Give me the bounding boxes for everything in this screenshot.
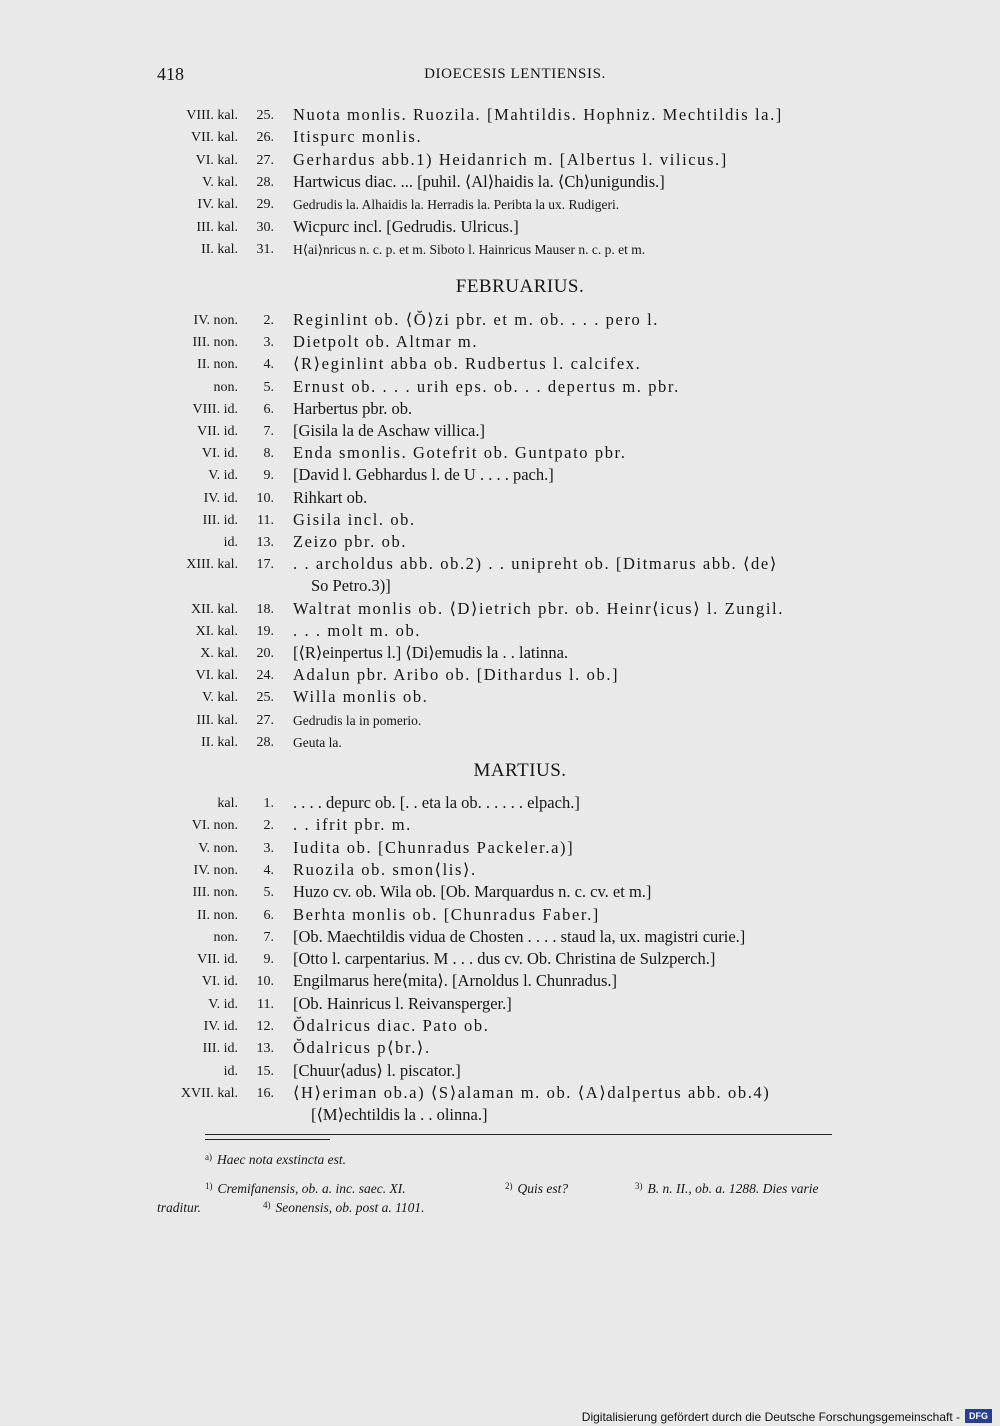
- entry-text: [Ob. Hainricus l. Reivansperger.]: [293, 993, 512, 1013]
- day-number: 5.: [263, 885, 274, 901]
- entry-text: Hartwicus diac. ... [puhil. ⟨Al⟩haidis la. ⟨Ch⟩unigundis.]: [293, 171, 665, 191]
- calendar-entry: [0, 399, 1000, 421]
- day-number: 8.: [263, 446, 274, 462]
- calendar-day: VII. kal.: [190, 130, 238, 146]
- calendar-day: XVII. kal.: [180, 1085, 238, 1101]
- february-heading: FEBRUARIUS.: [455, 276, 585, 297]
- calendar-day: V. id.: [208, 996, 238, 1012]
- calendar-entry: [0, 1016, 1000, 1038]
- entry-text: ⟨H⟩eriman ob.a) ⟨S⟩alaman m. ob. ⟨A⟩dalpertus abb. ob.4): [293, 1082, 771, 1102]
- calendar-day: III. non.: [192, 885, 238, 901]
- entry-text: Nuota monlis. Ruozila. [Mahtildis. Hophniz. Mechtildis la.]: [293, 105, 783, 124]
- calendar-day: VIII. kal.: [186, 108, 238, 123]
- footnote-rule-short: [205, 1139, 330, 1140]
- entry-text: Rihkart ob.: [293, 487, 368, 507]
- calendar-day: id.: [223, 535, 238, 550]
- calendar-day: V. non.: [198, 840, 238, 856]
- calendar-entry: [0, 105, 1000, 127]
- calendar-entry: [0, 994, 1000, 1016]
- entry-text: Ŏdalricus p⟨br.⟩.: [293, 1038, 431, 1058]
- calendar-day: V. kal.: [202, 690, 238, 706]
- calendar-day: IV. id.: [203, 1019, 238, 1034]
- calendar-entry: [0, 860, 1000, 882]
- day-number: 5.: [263, 379, 274, 395]
- entry-text: [Chuur⟨adus⟩ l. piscator.]: [293, 1060, 461, 1080]
- calendar-day: VI. id.: [201, 446, 238, 462]
- day-number: 2.: [263, 313, 274, 328]
- entry-text: . . . molt m. ob.: [293, 620, 422, 640]
- entry-text: Harbertus pbr. ob.: [293, 398, 413, 418]
- calendar-entry: [0, 1061, 1000, 1083]
- calendar-day: VI. non.: [191, 818, 238, 834]
- calendar-entry: [0, 838, 1000, 860]
- calendar-entry: [0, 710, 1000, 732]
- calendar-day: VIII. id.: [192, 401, 238, 417]
- day-number: 13.: [256, 1041, 274, 1057]
- calendar-entry: [0, 127, 1000, 149]
- calendar-entry: [0, 665, 1000, 687]
- calendar-day: II. non.: [197, 907, 238, 923]
- calendar-entry: [0, 310, 1000, 332]
- calendar-entry: [0, 905, 1000, 927]
- page-number: 418: [157, 64, 184, 84]
- calendar-day: III. kal.: [196, 219, 238, 235]
- calendar-entry: [0, 643, 1000, 665]
- footnote-3-continuation: traditur.: [157, 1200, 201, 1215]
- day-number: 6.: [263, 907, 274, 923]
- day-number: 4.: [263, 862, 274, 878]
- calendar-entry: [0, 532, 1000, 554]
- calendar-entry: [0, 599, 1000, 621]
- entry-text: Huzo cv. ob. Wila ob. [Ob. Marquardus n. c. cv. et m.]: [293, 882, 652, 902]
- entry-text: Ruozila ob. smon⟨lis⟩.: [293, 859, 477, 879]
- entry-text: Dietpolt ob. Altmar m.: [293, 332, 479, 352]
- entry-text: [⟨R⟩einpertus l.] ⟨Di⟩emudis la . . latinna.: [293, 643, 569, 662]
- entry-text: H⟨ai⟩nricus n. c. p. et m. Siboto l. Hainricus Mauser n. c. p. et m.: [293, 241, 646, 257]
- footnote-1: $^{1)}$ Cremifanensis, ob. a. inc. saec. XI.: [205, 1181, 406, 1196]
- calendar-entry: [0, 621, 1000, 643]
- calendar-day: III. id.: [202, 512, 238, 528]
- day-number: 19.: [256, 623, 274, 639]
- running-title: DIOECESIS LENTIENSIS.: [424, 66, 606, 82]
- calendar-entry: [0, 971, 1000, 993]
- day-number: 1.: [263, 796, 274, 811]
- day-number: 3.: [263, 840, 274, 856]
- calendar-entry: [0, 554, 1000, 576]
- calendar-day: II. kal.: [201, 241, 238, 257]
- entry-text: Reginlint ob. ⟨Ŏ⟩zi pbr. et m. ob. . . . pero l.: [293, 310, 660, 329]
- entry-text: Gisila incl. ob.: [293, 509, 416, 529]
- calendar-day: XIII. kal.: [186, 557, 238, 573]
- calendar-day: XI. kal.: [195, 623, 238, 639]
- calendar-day: IV. kal.: [197, 197, 238, 213]
- entry-text: Wicpurc incl. [Gedrudis. Ulricus.]: [293, 216, 519, 236]
- calendar-entry: [0, 882, 1000, 904]
- day-number: 24.: [256, 668, 274, 684]
- calendar-day: VII. id.: [197, 424, 238, 439]
- calendar-entry: [0, 150, 1000, 172]
- day-number: 7.: [263, 929, 274, 945]
- entry-text: Waltrat monlis ob. ⟨D⟩ietrich pbr. ob. Heinr⟨icus⟩ l. Zungil.: [293, 598, 784, 618]
- entry-text: Gedrudis la in pomerio.: [293, 712, 422, 728]
- day-number: 11.: [257, 512, 274, 528]
- day-number: 6.: [263, 401, 274, 417]
- entry-text: Willa monlis ob.: [293, 687, 429, 707]
- footnote-a: $^{a)}$ Haec nota exstincta est.: [205, 1152, 346, 1167]
- calendar-entry: [0, 354, 1000, 376]
- calendar-day: II. non.: [197, 357, 238, 373]
- day-number: 13.: [256, 535, 274, 550]
- entry-text: . . . . depurc ob. [. . eta la ob. . . . . . elpach.]: [293, 793, 580, 812]
- day-number: 18.: [256, 601, 274, 617]
- day-number: 7.: [263, 424, 274, 439]
- entry-text: Gerhardus abb.1) Heidanrich m. [Albertus l. vilicus.]: [293, 149, 728, 169]
- calendar-entry: [0, 793, 1000, 815]
- day-number: 3.: [263, 335, 274, 351]
- day-number: 28.: [256, 174, 274, 190]
- calendar-entry: [0, 1083, 1000, 1105]
- calendar-entry: [0, 815, 1000, 837]
- calendar-day: VII. id.: [197, 952, 238, 968]
- day-number: 16.: [256, 1085, 274, 1101]
- calendar-entry: [0, 732, 1000, 754]
- day-number: 2.: [263, 818, 274, 834]
- calendar-day: X. kal.: [200, 646, 238, 661]
- day-number: 10.: [256, 490, 274, 506]
- footnote-3: $^{3)}$ B. n. II., ob. a. 1288. Dies varie: [635, 1181, 819, 1196]
- entry-text: [Gisila la de Aschaw villica.]: [293, 421, 485, 440]
- entry-text: Iudita ob. [Chunradus Packeler.a)]: [293, 837, 575, 857]
- footnote-4: $^{4)}$ Seonensis, ob. post a. 1101.: [263, 1200, 425, 1215]
- entry-text: [⟨M⟩echtildis la . . olinna.]: [311, 1105, 488, 1125]
- footnote-rule: [205, 1134, 832, 1135]
- day-number: 20.: [256, 646, 274, 661]
- day-number: 29.: [256, 197, 274, 213]
- entry-text: Engilmarus here⟨mita⟩. [Arnoldus l. Chunradus.]: [293, 971, 618, 991]
- calendar-entry: [0, 217, 1000, 239]
- calendar-day: IV. non.: [193, 862, 238, 878]
- calendar-day: III. non.: [192, 335, 238, 351]
- calendar-entry: [0, 421, 1000, 443]
- entry-text: Ŏdalricus diac. Pato ob.: [293, 1016, 490, 1035]
- day-number: 28.: [256, 734, 274, 750]
- calendar-entry: [0, 377, 1000, 399]
- calendar-day: non.: [213, 929, 238, 945]
- dfg-logo: DFG: [965, 1409, 992, 1423]
- calendar-entry: [0, 488, 1000, 510]
- calendar-day: III. kal.: [196, 712, 238, 728]
- day-number: 31.: [256, 241, 274, 257]
- day-number: 12.: [256, 1019, 274, 1034]
- calendar-entry: [0, 443, 1000, 465]
- calendar-entry: [0, 1038, 1000, 1060]
- calendar-day: kal.: [217, 796, 238, 811]
- calendar-entry: [0, 949, 1000, 971]
- entry-text: Berhta monlis ob. [Chunradus Faber.]: [293, 904, 600, 924]
- entry-text: [David l. Gebhardus l. de U . . . . pach.]: [293, 465, 554, 485]
- entry-text: Itispurc monlis.: [293, 127, 423, 147]
- funding-credit: Digitalisierung gefördert durch die Deutsche Forschungsgemeinschaft -: [581, 1410, 960, 1424]
- digitization-footer: [0, 1408, 1000, 1426]
- entry-text: [Ob. Maechtildis vidua de Chosten . . . . staud la, ux. magistri curie.]: [293, 926, 746, 946]
- day-number: 9.: [263, 468, 274, 484]
- day-number: 15.: [256, 1063, 274, 1079]
- calendar-day: non.: [213, 379, 238, 395]
- day-number: 11.: [257, 996, 274, 1012]
- day-number: 9.: [263, 952, 274, 968]
- footnote-2: $^{2)}$ Quis est?: [505, 1181, 569, 1196]
- day-number: 25.: [256, 690, 274, 706]
- calendar-entry: [0, 510, 1000, 532]
- calendar-day: IV. id.: [203, 490, 238, 506]
- calendar-day: IV. non.: [193, 313, 238, 328]
- day-number: 26.: [256, 130, 274, 146]
- calendar-day: XII. kal.: [190, 601, 238, 617]
- calendar-entry: [0, 332, 1000, 354]
- day-number: 10.: [256, 974, 274, 990]
- calendar-entry: [0, 927, 1000, 949]
- entry-text: Ernust ob. . . . urih eps. ob. . . depertus m. pbr.: [293, 376, 680, 396]
- calendar-day: id.: [223, 1063, 238, 1079]
- calendar-day: V. kal.: [202, 174, 238, 190]
- calendar-day: II. kal.: [201, 734, 238, 750]
- calendar-entry: [0, 239, 1000, 261]
- calendar-entry: [0, 194, 1000, 216]
- day-number: 27.: [256, 152, 274, 168]
- march-heading: MARTIUS.: [473, 760, 567, 781]
- entry-text: [Otto l. carpentarius. M . . . dus cv. Ob. Christina de Sulzperch.]: [293, 949, 716, 969]
- calendar-entry: [0, 465, 1000, 487]
- day-number: 27.: [256, 712, 274, 728]
- calendar-day: VI. kal.: [195, 668, 238, 684]
- calendar-day: III. id.: [202, 1041, 238, 1057]
- calendar-day: VI. id.: [201, 974, 238, 990]
- entry-text: So Petro.3)]: [311, 576, 391, 596]
- entry-text: Enda smonlis. Gotefrit ob. Guntpato pbr.: [293, 443, 627, 463]
- day-number: 17.: [256, 557, 274, 573]
- day-number: 25.: [256, 108, 274, 123]
- entry-text: Gedrudis la. Alhaidis la. Herradis la. Peribta la ux. Rudigeri.: [293, 197, 620, 213]
- day-number: 30.: [256, 219, 274, 235]
- day-number: 4.: [263, 357, 274, 373]
- calendar-entry: [0, 576, 1000, 598]
- entry-text: . . ifrit pbr. m.: [293, 815, 412, 835]
- calendar-day: VI. kal.: [195, 152, 238, 168]
- entry-text: Adalun pbr. Aribo ob. [Dithardus l. ob.]: [293, 665, 620, 685]
- entry-text: ⟨R⟩eginlint abba ob. Rudbertus l. calcifex.: [293, 354, 642, 374]
- calendar-day: V. id.: [208, 468, 238, 484]
- page-header: [0, 64, 1000, 86]
- entry-text: Geuta la.: [293, 734, 342, 750]
- calendar-entry: [0, 687, 1000, 709]
- calendar-entry: [0, 1105, 1000, 1127]
- calendar-entry: [0, 172, 1000, 194]
- entry-text: . . archoldus abb. ob.2) . . unipreht ob. [Ditmarus abb. ⟨de⟩: [293, 554, 778, 574]
- entry-text: Zeizo pbr. ob.: [293, 532, 408, 551]
